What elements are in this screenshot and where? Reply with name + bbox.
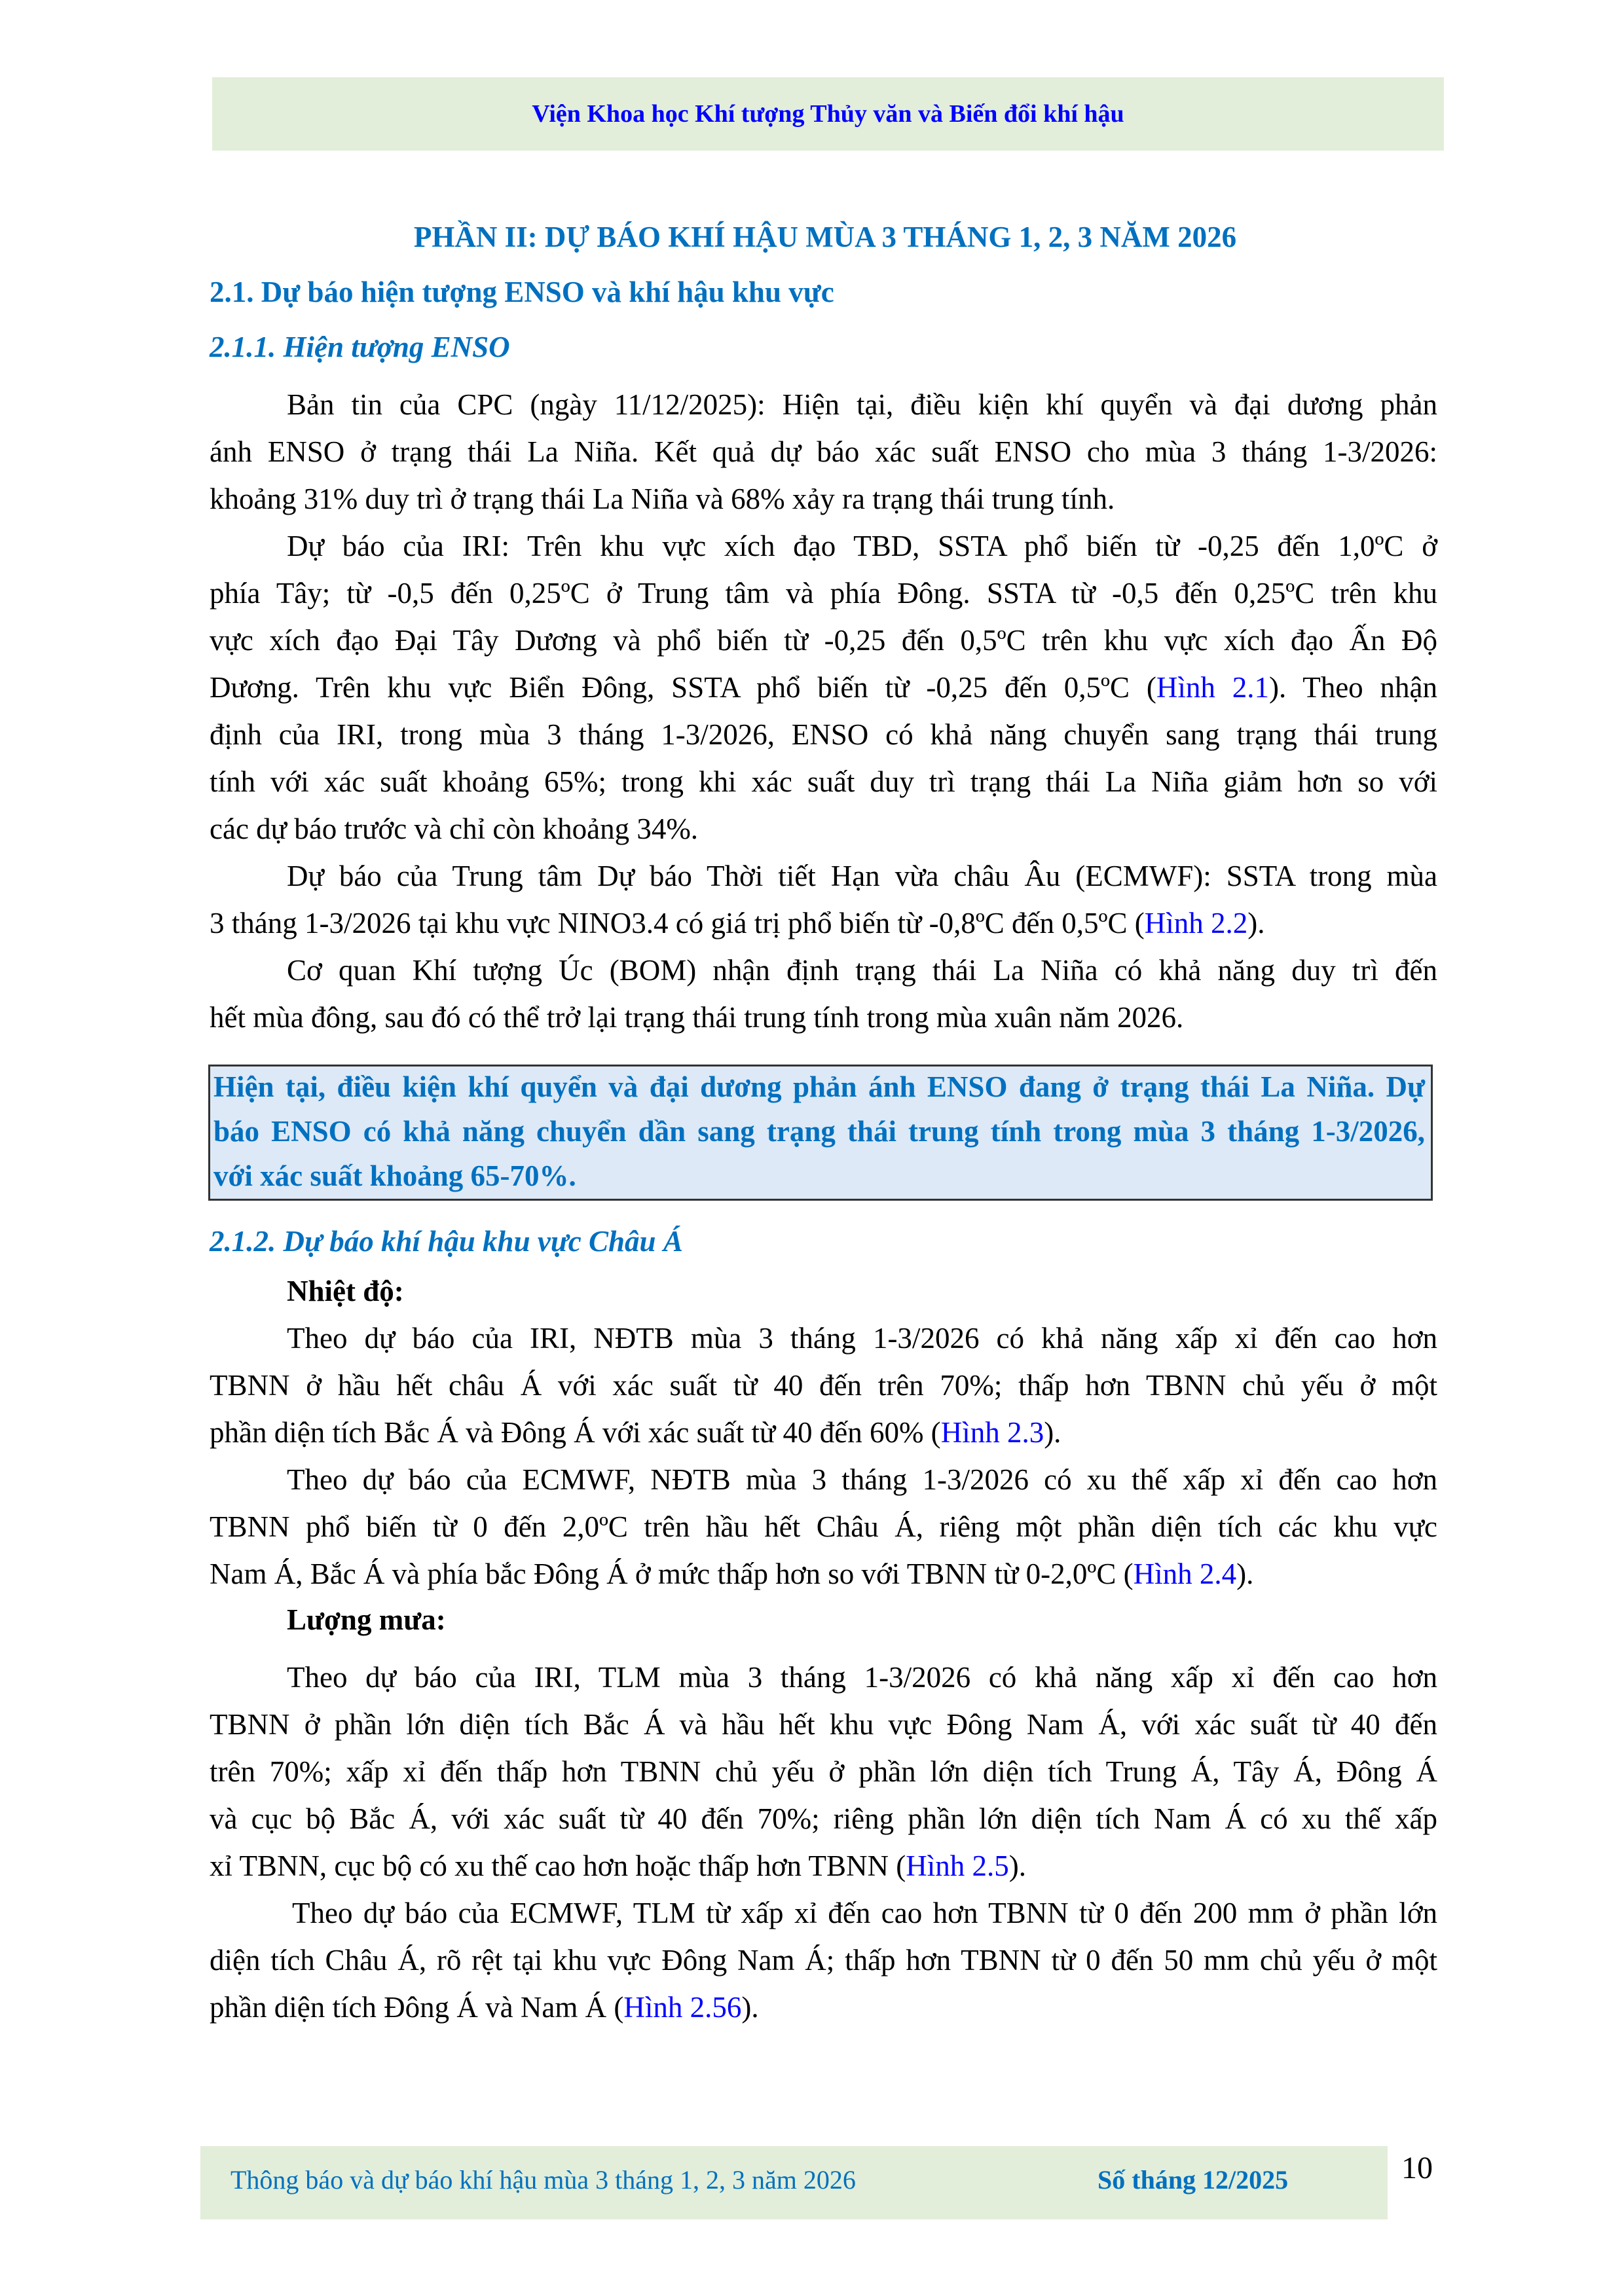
summary-line: báo ENSO có khả năng chuyển dần sang trạng thái trung tính trong mùa 3 tháng 1-3/2026, xyxy=(213,1115,1425,1148)
paragraph-line: phía Tây; từ -0,5 đến 0,25ºC ở Trung tâm và phía Đông. SSTA từ -0,5 đến 0,25ºC trên khu xyxy=(210,577,1437,610)
paragraph-line: Theo dự báo của IRI, TLM mùa 3 tháng 1-3/2026 có khả năng xấp xỉ đến cao hơn xyxy=(287,1661,1437,1694)
footer-issue: Số tháng 12/2025 xyxy=(1098,2165,1289,2195)
paragraph-line-with-link: Dương. Trên khu vực Biển Đông, SSTA phổ biến từ -0,25 đến 0,5ºC (Hình 2.1). Theo nhận xyxy=(210,671,1438,704)
figure-link-2-56[interactable]: Hình 2.56 xyxy=(623,1991,742,2024)
section-2-1-heading: 2.1. Dự báo hiện tượng ENSO và khí hậu khu vực xyxy=(210,276,834,308)
footer-title: Thông báo và dự báo khí hậu mùa 3 tháng 1, 2, 3 năm 2026 xyxy=(231,2165,856,2195)
paragraph-line: Theo dự báo của IRI, NĐTB mùa 3 tháng 1-3/2026 có khả năng xấp xỉ đến cao hơn xyxy=(287,1322,1437,1355)
paragraph-line: Dự báo của Trung tâm Dự báo Thời tiết Hạn vừa châu Âu (ECMWF): SSTA trong mùa xyxy=(287,860,1437,892)
summary-line: với xác suất khoảng 65-70%. xyxy=(213,1159,576,1192)
figure-link-2-4[interactable]: Hình 2.4 xyxy=(1133,1558,1237,1590)
paragraph-line: ánh ENSO ở trạng thái La Niña. Kết quả dự báo xác suất ENSO cho mùa 3 tháng 1-3/2026: xyxy=(210,435,1437,468)
header-band xyxy=(212,77,1444,151)
paragraph-line: và cục bộ Bắc Á, với xác suất từ 40 đến 70%; riêng phần lớn diện tích Nam Á có xu thế xấp xyxy=(210,1802,1437,1835)
paragraph-line: Bản tin của CPC (ngày 11/12/2025): Hiện tại, điều kiện khí quyển và đại dương phản xyxy=(287,388,1437,421)
paragraph-line: vực xích đạo Đại Tây Dương và phổ biến từ -0,25 đến 0,5ºC trên khu vực xích đạo Ấn Độ xyxy=(210,624,1437,657)
paragraph-line: định của IRI, trong mùa 3 tháng 1-3/2026, ENSO có khả năng chuyển sang trạng thái trung xyxy=(210,718,1437,751)
figure-link-2-2[interactable]: Hình 2.2 xyxy=(1144,907,1248,939)
paragraph-line: hết mùa đông, sau đó có thể trở lại trạng thái trung tính trong mùa xuân năm 2026. xyxy=(210,1001,1184,1034)
paragraph-line-with-link: phần diện tích Đông Á và Nam Á (Hình 2.56). xyxy=(210,1991,759,2024)
paragraph-line: Theo dự báo của ECMWF, TLM từ xấp xỉ đến cao hơn TBNN từ 0 đến 200 mm ở phần lớn xyxy=(292,1897,1437,1929)
paragraph-line: TBNN phổ biến từ 0 đến 2,0ºC trên hầu hết Châu Á, riêng một phần diện tích các khu vực xyxy=(210,1510,1437,1543)
paragraph-line: Theo dự báo của ECMWF, NĐTB mùa 3 tháng 1-3/2026 có xu thế xấp xỉ đến cao hơn xyxy=(287,1463,1437,1496)
temperature-label: Nhiệt độ: xyxy=(287,1275,404,1307)
paragraph-line: TBNN ở phần lớn diện tích Bắc Á và hầu hết khu vực Đông Nam Á, với xác suất từ 40 đến xyxy=(210,1708,1437,1741)
paragraph-line: trên 70%; xấp xỉ đến thấp hơn TBNN chủ yếu ở phần lớn diện tích Trung Á, Tây Á, Đông Á xyxy=(210,1755,1437,1788)
paragraph-line: Dự báo của IRI: Trên khu vực xích đạo TBD, SSTA phổ biến từ -0,25 đến 1,0ºC ở xyxy=(287,530,1437,562)
page-number: 10 xyxy=(1401,2151,1433,2185)
figure-link-2-1[interactable]: Hình 2.1 xyxy=(1156,671,1269,704)
paragraph-line-with-link: Nam Á, Bắc Á và phía bắc Đông Á ở mức thấp hơn so với TBNN từ 0-2,0ºC (Hình 2.4). xyxy=(210,1558,1254,1590)
paragraph-line: khoảng 31% duy trì ở trạng thái La Niña và 68% xảy ra trạng thái trung tính. xyxy=(210,483,1115,515)
paragraph-line: TBNN ở hầu hết châu Á với xác suất từ 40 đến trên 70%; thấp hơn TBNN chủ yếu ở một xyxy=(210,1369,1437,1402)
paragraph-line-with-link: 3 tháng 1-3/2026 tại khu vực NINO3.4 có giá trị phổ biến từ -0,8ºC đến 0,5ºC (Hình 2.2). xyxy=(210,907,1265,939)
paragraph-line-with-link: phần diện tích Bắc Á và Đông Á với xác suất từ 40 đến 60% (Hình 2.3). xyxy=(210,1416,1061,1449)
paragraph-line: tính với xác suất khoảng 65%; trong khi xác suất duy trì trạng thái La Niña giảm hơn so với xyxy=(210,765,1437,798)
section-2-1-1-heading: 2.1.1. Hiện tượng ENSO xyxy=(210,331,510,363)
institute-name: Viện Khoa học Khí tượng Thủy văn và Biến đổi khí hậu xyxy=(532,100,1124,128)
paragraph-line: Cơ quan Khí tượng Úc (BOM) nhận định trạng thái La Niña có khả năng duy trì đến xyxy=(287,954,1437,987)
figure-link-2-3[interactable]: Hình 2.3 xyxy=(940,1416,1044,1449)
paragraph-line-with-link: xỉ TBNN, cục bộ có xu thế cao hơn hoặc thấp hơn TBNN (Hình 2.5). xyxy=(210,1850,1026,1882)
summary-line: Hiện tại, điều kiện khí quyển và đại dương phản ánh ENSO đang ở trạng thái La Niña. Dự xyxy=(213,1070,1425,1103)
rainfall-label: Lượng mưa: xyxy=(287,1603,446,1636)
section-2-1-2-heading: 2.1.2. Dự báo khí hậu khu vực Châu Á xyxy=(210,1225,683,1258)
paragraph-line: các dự báo trước và chỉ còn khoảng 34%. xyxy=(210,812,699,845)
part-title: PHẦN II: DỰ BÁO KHÍ HẬU MÙA 3 THÁNG 1, 2, 3 NĂM 2026 xyxy=(413,221,1237,253)
paragraph-line: diện tích Châu Á, rõ rệt tại khu vực Đông Nam Á; thấp hơn TBNN từ 0 đến 50 mm chủ yếu ở một xyxy=(210,1944,1437,1977)
figure-link-2-5[interactable]: Hình 2.5 xyxy=(906,1850,1009,1882)
